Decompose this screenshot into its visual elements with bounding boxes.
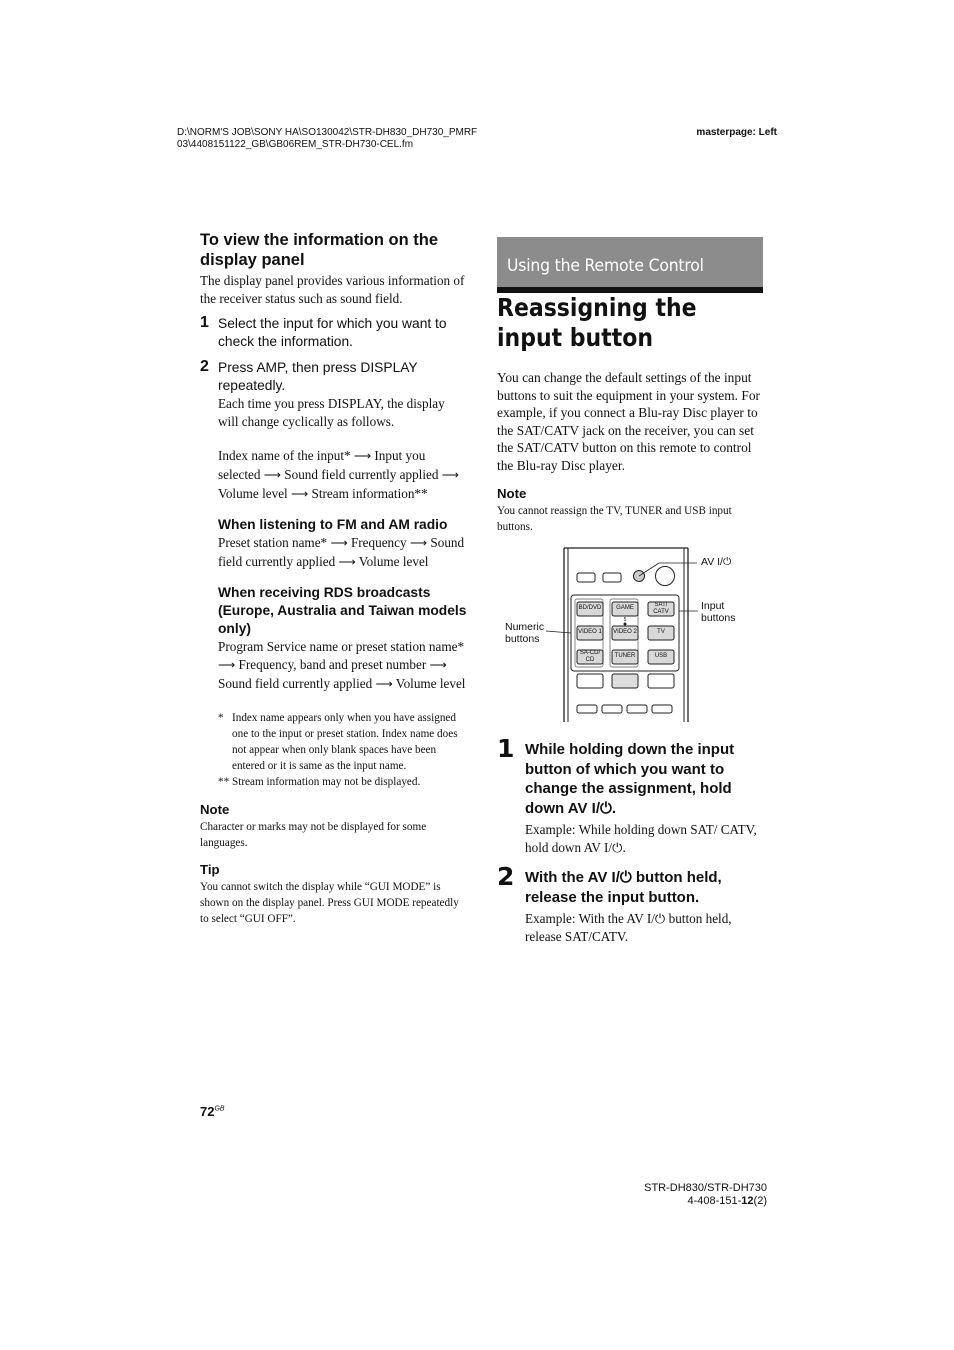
step-title: With the AV I/⏻ button held, release the input button.	[525, 869, 722, 906]
reassign-steps	[497, 734, 765, 945]
remote-diagram	[497, 545, 757, 725]
step-title: While holding down the input button of which you want to change the assignment, hold down AV I/⏻.	[525, 741, 735, 817]
step-number: 1	[200, 314, 209, 332]
sacd-cd-button[interactable]: SA-CD/ CD	[579, 650, 601, 663]
rds-heading: When receiving RDS broadcasts (Europe, Australia and Taiwan models only)	[218, 585, 467, 637]
step-title: Select the input for which you want to check the information.	[218, 316, 447, 350]
footnote-text: Index name appears only when you have assigned one to the input or preset station. Index name does not appear when only blank spaces have been entered or it is same as the input name.	[232, 712, 458, 773]
label-line: buttons	[701, 612, 736, 624]
fm-heading: When listening to FM and AM radio	[218, 517, 448, 533]
part-number	[644, 1195, 767, 1208]
part-prefix: 4-408-151-	[687, 1195, 742, 1207]
reassign-step-2	[497, 862, 765, 945]
page-number	[200, 1104, 225, 1119]
cycle-item: Index name of the input*	[218, 448, 351, 464]
file-path-line2: 03\4408151122_GB\GB06REM_STR-DH730-CEL.fm	[177, 139, 414, 150]
cycle-item: Volume level	[358, 553, 429, 569]
bd-dvd-button[interactable]: BD/DVD	[578, 605, 602, 611]
av-power-label: AV I/⏻	[701, 556, 732, 568]
numeric-buttons-label	[505, 621, 544, 645]
cycle-item: Volume level	[395, 675, 466, 691]
label-line: Numeric	[505, 621, 545, 633]
note-heading: Note	[497, 485, 527, 501]
arrow-right-icon: ⟶	[409, 536, 428, 551]
usb-button[interactable]: USB	[654, 653, 668, 659]
display-panel-heading: To view the information on the display panel	[200, 231, 439, 269]
footnote	[200, 774, 468, 790]
tip-section	[200, 862, 468, 927]
cycle-item: Sound field currently applied	[284, 466, 439, 482]
note-text: You cannot reassign the TV, TUNER and USB input buttons.	[497, 504, 732, 533]
display-panel-intro: The display panel provides various information of the receiver status such as sound field.	[200, 273, 465, 306]
rds-section	[200, 584, 468, 693]
left-column	[200, 230, 468, 927]
step-description: Each time you press DISPLAY, the display will change cyclically as follows.	[218, 396, 445, 429]
sat-catv-button[interactable]: SAT/ CATV	[653, 602, 669, 615]
file-path	[177, 127, 477, 151]
cycle-item: Stream information**	[311, 485, 428, 501]
tip-text: You cannot switch the display while “GUI MODE” is shown on the display panel. Press GUI MODE repeatedly to select “GUI OFF”.	[200, 881, 459, 926]
model-info	[644, 1182, 767, 1208]
cycle-item: Program Service name or preset station name*	[218, 639, 465, 655]
cycle-item: Preset station name*	[218, 535, 328, 551]
cycle-item: Frequency	[350, 535, 407, 551]
section-banner	[497, 237, 763, 293]
arrow-right-icon: ⟶	[330, 536, 348, 551]
cycle-text	[218, 534, 468, 571]
note-heading: Note	[200, 802, 230, 818]
footnotes	[200, 710, 468, 790]
masterpage-label: masterpage: Left	[696, 127, 777, 138]
cycle-item: Volume level	[218, 485, 288, 501]
video1-button[interactable]: VIDEO 1	[578, 629, 602, 635]
model-number: STR-DH830/STR-DH730	[644, 1182, 767, 1194]
step-description: Example: With the AV I/⏻ button held, release SAT/CATV.	[525, 911, 732, 944]
footnote-text: Stream information may not be displayed.	[232, 776, 421, 789]
label-line: buttons	[505, 633, 540, 645]
tuner-button[interactable]: TUNER	[614, 653, 636, 659]
tip-heading: Tip	[200, 862, 220, 878]
page-title: Reassigning the input button	[497, 293, 697, 352]
step-description: Example: While holding down SAT/ CATV, hold down AV I/⏻.	[525, 822, 757, 855]
arrow-right-icon: ⟶	[291, 486, 309, 501]
step-number: 2	[200, 358, 209, 376]
step-title: Press AMP, then press DISPLAY repeatedly.	[218, 360, 418, 394]
cycle-main	[200, 447, 468, 503]
footnote	[200, 710, 468, 774]
page-number-suffix: GB	[214, 1105, 225, 1113]
arrow-right-icon: ⟶	[429, 657, 447, 672]
section-banner-title: Using the Remote Control	[507, 256, 704, 276]
step-1	[200, 315, 468, 351]
note-section	[200, 802, 468, 851]
arrow-right-icon: ⟶	[375, 676, 393, 691]
cycle-text	[218, 447, 468, 503]
arrow-right-icon: ⟶	[338, 554, 356, 569]
part-suffix: (2)	[753, 1195, 767, 1207]
cycle-item: Sound field currently applied	[218, 675, 373, 691]
cycle-item: Frequency, band and preset number	[238, 656, 427, 672]
footnote-mark: **	[218, 776, 230, 789]
label-line: Input	[701, 600, 725, 612]
reassign-intro-block	[497, 369, 765, 535]
arrow-right-icon: ⟶	[353, 449, 372, 464]
input-buttons-label	[701, 600, 735, 624]
step-number: 2	[497, 862, 515, 892]
note-text: Character or marks may not be displayed for some languages.	[200, 821, 427, 850]
step-number: 1	[497, 734, 515, 763]
cycle-text	[218, 638, 468, 693]
reassign-intro: You can change the default settings of the input buttons to suit the equipment in your system. For example, if you connect a Blu-ray Disc player to the SAT/CATV jack on the receiver, you can set the SAT/CATV button on this remote to control the Blu-ray Disc player.	[497, 370, 760, 473]
part-bold: 12	[741, 1195, 754, 1207]
page-number-value: 72	[200, 1104, 215, 1119]
arrow-right-icon: ⟶	[263, 467, 281, 482]
video2-button[interactable]: VIDEO 2	[613, 629, 637, 635]
fm-section	[200, 516, 468, 571]
file-path-line1: D:\NORM'S JOB\SONY HA\SO130042\STR-DH830_DH730_PMRF	[177, 127, 478, 138]
arrow-right-icon: ⟶	[218, 657, 236, 672]
tv-button[interactable]: TV	[657, 629, 665, 635]
reassign-step-1	[497, 734, 765, 856]
cycle-item: Sound field currently applied	[218, 535, 465, 569]
key-dot-label: 5	[623, 617, 627, 623]
footnote-mark: *	[218, 712, 224, 725]
arrow-right-icon: ⟶	[441, 467, 459, 482]
cycle-item: Input you selected	[218, 448, 426, 482]
step-2	[200, 359, 468, 430]
game-button[interactable]: GAME	[616, 605, 634, 611]
